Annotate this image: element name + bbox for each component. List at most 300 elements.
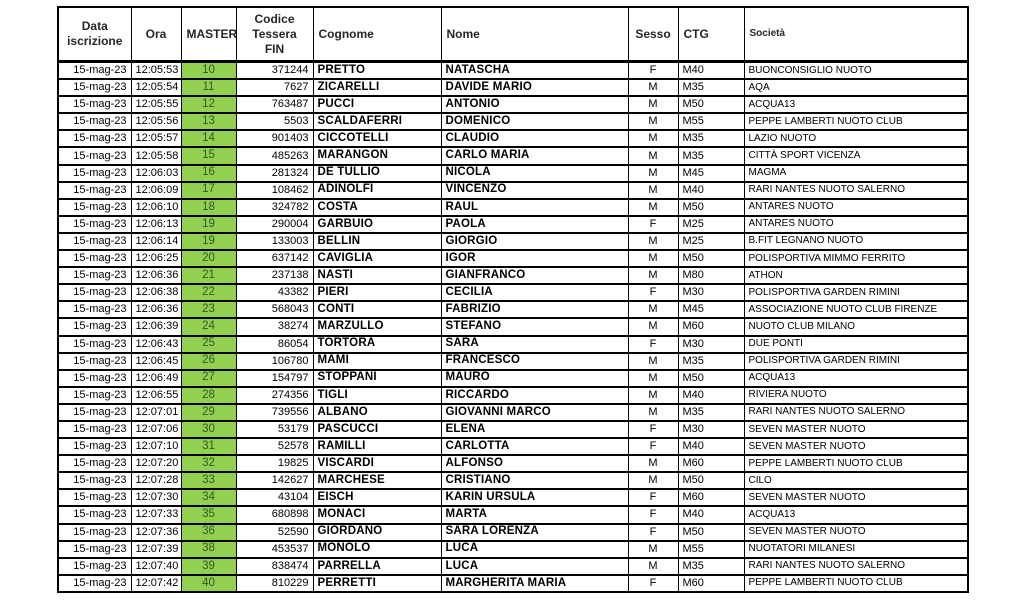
- cell-ctg: M30: [678, 284, 744, 301]
- cell-codice-tessera-fin: 106780: [236, 353, 313, 370]
- cell-codice-tessera-fin: 324782: [236, 199, 313, 216]
- cell-codice-tessera-fin: 19825: [236, 455, 313, 472]
- cell-sesso: F: [628, 575, 678, 592]
- cell-societa: MAGMA: [744, 165, 968, 182]
- cell-ctg: M40: [678, 438, 744, 455]
- cell-societa: ATHON: [744, 267, 968, 284]
- cell-sesso: M: [628, 370, 678, 387]
- table-row: [58, 455, 968, 472]
- cell-data-iscrizione: 15-mag-23: [58, 79, 131, 96]
- cell-ora: 12:07:10: [131, 438, 181, 455]
- cell-ora: 12:06:36: [131, 267, 181, 284]
- table-row: [58, 421, 968, 438]
- cell-nome: DOMENICO: [441, 113, 628, 130]
- cell-sesso: F: [628, 216, 678, 233]
- cell-data-iscrizione: 15-mag-23: [58, 233, 131, 250]
- cell-sesso: M: [628, 455, 678, 472]
- cell-data-iscrizione: 15-mag-23: [58, 438, 131, 455]
- cell-cognome: PASCUCCI: [313, 421, 441, 438]
- cell-master: 10: [181, 62, 236, 80]
- cell-codice-tessera-fin: 38274: [236, 318, 313, 335]
- cell-sesso: M: [628, 267, 678, 284]
- cell-master: 34: [181, 489, 236, 506]
- cell-ora: 12:06:14: [131, 233, 181, 250]
- table-row: [58, 79, 968, 96]
- cell-ora: 12:07:01: [131, 404, 181, 421]
- column-header-sesso: Sesso: [628, 7, 678, 62]
- cell-master: 32: [181, 455, 236, 472]
- table-row: [58, 182, 968, 199]
- cell-cognome: PERRETTI: [313, 575, 441, 592]
- cell-data-iscrizione: 15-mag-23: [58, 182, 131, 199]
- cell-sesso: M: [628, 318, 678, 335]
- table-row: [58, 147, 968, 164]
- cell-data-iscrizione: 15-mag-23: [58, 62, 131, 80]
- cell-societa: SEVEN MASTER NUOTO: [744, 438, 968, 455]
- cell-cognome: TIGLI: [313, 387, 441, 404]
- table-row: [58, 506, 968, 523]
- cell-cognome: GARBUIO: [313, 216, 441, 233]
- cell-data-iscrizione: 15-mag-23: [58, 130, 131, 147]
- cell-cognome: TORTORA: [313, 336, 441, 353]
- column-header-societa: Società: [744, 7, 968, 62]
- cell-data-iscrizione: 15-mag-23: [58, 489, 131, 506]
- cell-societa: NUOTO CLUB MILANO: [744, 318, 968, 335]
- cell-ctg: M55: [678, 113, 744, 130]
- table-row: [58, 524, 968, 541]
- cell-societa: NUOTATORI MILANESI: [744, 541, 968, 558]
- cell-cognome: RAMILLI: [313, 438, 441, 455]
- cell-cognome: CICCOTELLI: [313, 130, 441, 147]
- cell-codice-tessera-fin: 237138: [236, 267, 313, 284]
- cell-nome: CARLO MARIA: [441, 147, 628, 164]
- cell-cognome: PIERI: [313, 284, 441, 301]
- table-row: [58, 353, 968, 370]
- cell-data-iscrizione: 15-mag-23: [58, 404, 131, 421]
- cell-nome: CARLOTTA: [441, 438, 628, 455]
- cell-ctg: M45: [678, 165, 744, 182]
- cell-data-iscrizione: 15-mag-23: [58, 267, 131, 284]
- cell-ora: 12:07:30: [131, 489, 181, 506]
- cell-nome: NICOLA: [441, 165, 628, 182]
- cell-societa: ACQUA13: [744, 506, 968, 523]
- cell-cognome: ADINOLFI: [313, 182, 441, 199]
- cell-cognome: MARANGON: [313, 147, 441, 164]
- cell-sesso: M: [628, 182, 678, 199]
- table-row: [58, 489, 968, 506]
- cell-ctg: M80: [678, 267, 744, 284]
- cell-master: 26: [181, 353, 236, 370]
- cell-sesso: M: [628, 79, 678, 96]
- cell-societa: PEPPE LAMBERTI NUOTO CLUB: [744, 113, 968, 130]
- cell-sesso: M: [628, 165, 678, 182]
- cell-ora: 12:07:33: [131, 506, 181, 523]
- cell-codice-tessera-fin: 290004: [236, 216, 313, 233]
- cell-data-iscrizione: 15-mag-23: [58, 96, 131, 113]
- cell-data-iscrizione: 15-mag-23: [58, 318, 131, 335]
- cell-ora: 12:05:58: [131, 147, 181, 164]
- cell-master: 39: [181, 558, 236, 575]
- cell-master: 35: [181, 506, 236, 523]
- cell-nome: SARA LORENZA: [441, 524, 628, 541]
- cell-societa: ANTARES NUOTO: [744, 199, 968, 216]
- cell-codice-tessera-fin: 485263: [236, 147, 313, 164]
- cell-nome: GIORGIO: [441, 233, 628, 250]
- cell-ora: 12:06:43: [131, 336, 181, 353]
- cell-societa: ASSOCIAZIONE NUOTO CLUB FIRENZE: [744, 301, 968, 318]
- cell-master: 30: [181, 421, 236, 438]
- cell-cognome: STOPPANI: [313, 370, 441, 387]
- cell-sesso: F: [628, 336, 678, 353]
- cell-master: 28: [181, 387, 236, 404]
- cell-societa: CITTÀ SPORT VICENZA: [744, 147, 968, 164]
- cell-sesso: M: [628, 147, 678, 164]
- cell-ctg: M50: [678, 250, 744, 267]
- cell-codice-tessera-fin: 763487: [236, 96, 313, 113]
- cell-ora: 12:07:42: [131, 575, 181, 592]
- column-header-master: MASTER: [181, 7, 236, 62]
- table-row: [58, 130, 968, 147]
- cell-codice-tessera-fin: 142627: [236, 472, 313, 489]
- cell-cognome: BELLIN: [313, 233, 441, 250]
- cell-data-iscrizione: 15-mag-23: [58, 575, 131, 592]
- cell-societa: SEVEN MASTER NUOTO: [744, 421, 968, 438]
- cell-data-iscrizione: 15-mag-23: [58, 541, 131, 558]
- cell-ora: 12:07:28: [131, 472, 181, 489]
- cell-cognome: VISCARDI: [313, 455, 441, 472]
- cell-ora: 12:07:20: [131, 455, 181, 472]
- cell-societa: RIVIERA NUOTO: [744, 387, 968, 404]
- cell-cognome: PRETTO: [313, 62, 441, 80]
- cell-data-iscrizione: 15-mag-23: [58, 353, 131, 370]
- cell-master: 25: [181, 336, 236, 353]
- table-row: [58, 438, 968, 455]
- cell-sesso: M: [628, 96, 678, 113]
- cell-data-iscrizione: 15-mag-23: [58, 506, 131, 523]
- cell-data-iscrizione: 15-mag-23: [58, 250, 131, 267]
- table-row: [58, 387, 968, 404]
- cell-data-iscrizione: 15-mag-23: [58, 472, 131, 489]
- cell-societa: AQA: [744, 79, 968, 96]
- cell-ora: 12:06:09: [131, 182, 181, 199]
- cell-cognome: MAMI: [313, 353, 441, 370]
- cell-codice-tessera-fin: 901403: [236, 130, 313, 147]
- cell-data-iscrizione: 15-mag-23: [58, 336, 131, 353]
- cell-ora: 12:07:06: [131, 421, 181, 438]
- cell-societa: CILO: [744, 472, 968, 489]
- cell-nome: IGOR: [441, 250, 628, 267]
- cell-data-iscrizione: 15-mag-23: [58, 387, 131, 404]
- cell-ora: 12:05:53: [131, 62, 181, 80]
- cell-sesso: M: [628, 301, 678, 318]
- cell-master: 21: [181, 267, 236, 284]
- cell-societa: RARI NANTES NUOTO SALERNO: [744, 182, 968, 199]
- cell-ora: 12:06:36: [131, 301, 181, 318]
- cell-nome: STEFANO: [441, 318, 628, 335]
- cell-nome: RAUL: [441, 199, 628, 216]
- cell-ctg: M60: [678, 489, 744, 506]
- cell-master: 40: [181, 575, 236, 592]
- cell-codice-tessera-fin: 453537: [236, 541, 313, 558]
- cell-master: 29: [181, 404, 236, 421]
- cell-ctg: M55: [678, 541, 744, 558]
- cell-codice-tessera-fin: 133003: [236, 233, 313, 250]
- cell-codice-tessera-fin: 7627: [236, 79, 313, 96]
- cell-ctg: M50: [678, 96, 744, 113]
- cell-master: 19: [181, 216, 236, 233]
- cell-ctg: M45: [678, 301, 744, 318]
- cell-cognome: MARCHESE: [313, 472, 441, 489]
- table-row: [58, 318, 968, 335]
- cell-nome: PAOLA: [441, 216, 628, 233]
- cell-nome: RICCARDO: [441, 387, 628, 404]
- cell-codice-tessera-fin: 43104: [236, 489, 313, 506]
- column-header-codice-tessera-fin: Codice Tessera FIN: [236, 7, 313, 62]
- cell-data-iscrizione: 15-mag-23: [58, 455, 131, 472]
- cell-ora: 12:06:38: [131, 284, 181, 301]
- cell-nome: MAURO: [441, 370, 628, 387]
- cell-societa: SEVEN MASTER NUOTO: [744, 524, 968, 541]
- table-row: [58, 165, 968, 182]
- cell-codice-tessera-fin: 838474: [236, 558, 313, 575]
- table-row: [58, 575, 968, 592]
- cell-cognome: MONOLO: [313, 541, 441, 558]
- cell-nome: ANTONIO: [441, 96, 628, 113]
- cell-ctg: M35: [678, 558, 744, 575]
- cell-ctg: M60: [678, 455, 744, 472]
- cell-nome: KARIN URSULA: [441, 489, 628, 506]
- cell-codice-tessera-fin: 5503: [236, 113, 313, 130]
- header-row: [58, 7, 968, 62]
- cell-cognome: CAVIGLIA: [313, 250, 441, 267]
- cell-ora: 12:05:57: [131, 130, 181, 147]
- cell-ctg: M40: [678, 182, 744, 199]
- cell-ora: 12:05:54: [131, 79, 181, 96]
- cell-data-iscrizione: 15-mag-23: [58, 199, 131, 216]
- cell-cognome: DE TULLIO: [313, 165, 441, 182]
- cell-societa: PEPPE LAMBERTI NUOTO CLUB: [744, 455, 968, 472]
- cell-sesso: F: [628, 524, 678, 541]
- cell-data-iscrizione: 15-mag-23: [58, 284, 131, 301]
- cell-master: 27: [181, 370, 236, 387]
- cell-societa: POLISPORTIVA GARDEN RIMINI: [744, 284, 968, 301]
- cell-data-iscrizione: 15-mag-23: [58, 524, 131, 541]
- cell-sesso: M: [628, 250, 678, 267]
- table-row: [58, 113, 968, 130]
- table-row: [58, 404, 968, 421]
- cell-ora: 12:07:36: [131, 524, 181, 541]
- cell-ora: 12:06:25: [131, 250, 181, 267]
- cell-master: 17: [181, 182, 236, 199]
- cell-codice-tessera-fin: 371244: [236, 62, 313, 80]
- cell-nome: ELENA: [441, 421, 628, 438]
- cell-sesso: M: [628, 233, 678, 250]
- table-row: [58, 216, 968, 233]
- cell-master: 19: [181, 233, 236, 250]
- cell-codice-tessera-fin: 274356: [236, 387, 313, 404]
- cell-ctg: M60: [678, 318, 744, 335]
- cell-sesso: F: [628, 62, 678, 80]
- cell-nome: MARTA: [441, 506, 628, 523]
- cell-sesso: F: [628, 438, 678, 455]
- cell-ora: 12:06:39: [131, 318, 181, 335]
- column-header-nome: Nome: [441, 7, 628, 62]
- cell-codice-tessera-fin: 568043: [236, 301, 313, 318]
- cell-ctg: M35: [678, 79, 744, 96]
- cell-sesso: M: [628, 387, 678, 404]
- cell-societa: LAZIO NUOTO: [744, 130, 968, 147]
- cell-nome: CRISTIANO: [441, 472, 628, 489]
- registration-table: [57, 6, 969, 593]
- table-row: [58, 370, 968, 387]
- cell-ctg: M35: [678, 353, 744, 370]
- cell-master: 22: [181, 284, 236, 301]
- cell-ctg: M50: [678, 472, 744, 489]
- cell-cognome: CONTI: [313, 301, 441, 318]
- cell-societa: B.FIT LEGNANO NUOTO: [744, 233, 968, 250]
- cell-codice-tessera-fin: 52578: [236, 438, 313, 455]
- cell-data-iscrizione: 15-mag-23: [58, 216, 131, 233]
- cell-ctg: M40: [678, 506, 744, 523]
- cell-ora: 12:05:55: [131, 96, 181, 113]
- cell-societa: ACQUA13: [744, 96, 968, 113]
- cell-data-iscrizione: 15-mag-23: [58, 147, 131, 164]
- table-row: [58, 301, 968, 318]
- cell-sesso: M: [628, 541, 678, 558]
- table-row: [58, 558, 968, 575]
- cell-ora: 12:06:03: [131, 165, 181, 182]
- cell-cognome: MONACI: [313, 506, 441, 523]
- cell-cognome: COSTA: [313, 199, 441, 216]
- table-row: [58, 233, 968, 250]
- cell-master: 11: [181, 79, 236, 96]
- cell-societa: PEPPE LAMBERTI NUOTO CLUB: [744, 575, 968, 592]
- cell-societa: SEVEN MASTER NUOTO: [744, 489, 968, 506]
- cell-codice-tessera-fin: 154797: [236, 370, 313, 387]
- cell-codice-tessera-fin: 281324: [236, 165, 313, 182]
- cell-nome: CLAUDIO: [441, 130, 628, 147]
- cell-sesso: M: [628, 472, 678, 489]
- cell-sesso: M: [628, 353, 678, 370]
- cell-master: 12: [181, 96, 236, 113]
- table-row: [58, 472, 968, 489]
- cell-data-iscrizione: 15-mag-23: [58, 301, 131, 318]
- cell-cognome: NASTI: [313, 267, 441, 284]
- cell-sesso: M: [628, 113, 678, 130]
- cell-cognome: ZICARELLI: [313, 79, 441, 96]
- cell-ora: 12:07:40: [131, 558, 181, 575]
- cell-cognome: EISCH: [313, 489, 441, 506]
- cell-master: 36: [181, 524, 236, 541]
- cell-nome: LUCA: [441, 558, 628, 575]
- cell-cognome: MARZULLO: [313, 318, 441, 335]
- cell-sesso: M: [628, 130, 678, 147]
- cell-codice-tessera-fin: 86054: [236, 336, 313, 353]
- table-row: [58, 62, 968, 80]
- cell-societa: BUONCONSIGLIO NUOTO: [744, 62, 968, 80]
- cell-ctg: M35: [678, 130, 744, 147]
- cell-societa: RARI NANTES NUOTO SALERNO: [744, 404, 968, 421]
- cell-sesso: F: [628, 421, 678, 438]
- cell-sesso: M: [628, 558, 678, 575]
- column-header-ctg: CTG: [678, 7, 744, 62]
- cell-societa: POLISPORTIVA MIMMO FERRITO: [744, 250, 968, 267]
- cell-ctg: M30: [678, 336, 744, 353]
- cell-codice-tessera-fin: 637142: [236, 250, 313, 267]
- cell-nome: ALFONSO: [441, 455, 628, 472]
- cell-master: 33: [181, 472, 236, 489]
- cell-codice-tessera-fin: 53179: [236, 421, 313, 438]
- cell-nome: FABRIZIO: [441, 301, 628, 318]
- cell-ctg: M25: [678, 216, 744, 233]
- cell-master: 14: [181, 130, 236, 147]
- table-row: [58, 541, 968, 558]
- cell-ora: 12:05:56: [131, 113, 181, 130]
- cell-master: 18: [181, 199, 236, 216]
- cell-cognome: SCALDAFERRI: [313, 113, 441, 130]
- cell-nome: LUCA: [441, 541, 628, 558]
- cell-data-iscrizione: 15-mag-23: [58, 165, 131, 182]
- cell-codice-tessera-fin: 680898: [236, 506, 313, 523]
- cell-data-iscrizione: 15-mag-23: [58, 370, 131, 387]
- cell-ctg: M35: [678, 404, 744, 421]
- cell-cognome: PUCCI: [313, 96, 441, 113]
- column-header-cognome: Cognome: [313, 7, 441, 62]
- cell-master: 15: [181, 147, 236, 164]
- table-row: [58, 336, 968, 353]
- cell-ora: 12:06:55: [131, 387, 181, 404]
- cell-ora: 12:06:13: [131, 216, 181, 233]
- cell-societa: ANTARES NUOTO: [744, 216, 968, 233]
- cell-ctg: M50: [678, 199, 744, 216]
- cell-codice-tessera-fin: 739556: [236, 404, 313, 421]
- column-header-ora: Ora: [131, 7, 181, 62]
- cell-cognome: ALBANO: [313, 404, 441, 421]
- cell-master: 38: [181, 541, 236, 558]
- cell-cognome: PARRELLA: [313, 558, 441, 575]
- cell-sesso: M: [628, 199, 678, 216]
- cell-societa: POLISPORTIVA GARDEN RIMINI: [744, 353, 968, 370]
- cell-sesso: F: [628, 506, 678, 523]
- cell-societa: RARI NANTES NUOTO SALERNO: [744, 558, 968, 575]
- table-row: [58, 199, 968, 216]
- registration-sheet: [57, 6, 969, 593]
- cell-codice-tessera-fin: 810229: [236, 575, 313, 592]
- cell-ctg: M60: [678, 575, 744, 592]
- cell-master: 31: [181, 438, 236, 455]
- cell-ctg: M50: [678, 370, 744, 387]
- cell-ctg: M40: [678, 62, 744, 80]
- cell-nome: VINCENZO: [441, 182, 628, 199]
- cell-nome: FRANCESCO: [441, 353, 628, 370]
- cell-ctg: M35: [678, 147, 744, 164]
- cell-ctg: M25: [678, 233, 744, 250]
- cell-nome: NATASCHA: [441, 62, 628, 80]
- table-row: [58, 96, 968, 113]
- cell-cognome: GIORDANO: [313, 524, 441, 541]
- cell-master: 13: [181, 113, 236, 130]
- cell-codice-tessera-fin: 43382: [236, 284, 313, 301]
- column-header-data-iscrizione: Data iscrizione: [58, 7, 131, 62]
- cell-ctg: M40: [678, 387, 744, 404]
- cell-nome: GIANFRANCO: [441, 267, 628, 284]
- cell-codice-tessera-fin: 52590: [236, 524, 313, 541]
- cell-nome: MARGHERITA MARIA: [441, 575, 628, 592]
- cell-sesso: M: [628, 404, 678, 421]
- cell-master: 24: [181, 318, 236, 335]
- cell-ctg: M30: [678, 421, 744, 438]
- cell-sesso: F: [628, 489, 678, 506]
